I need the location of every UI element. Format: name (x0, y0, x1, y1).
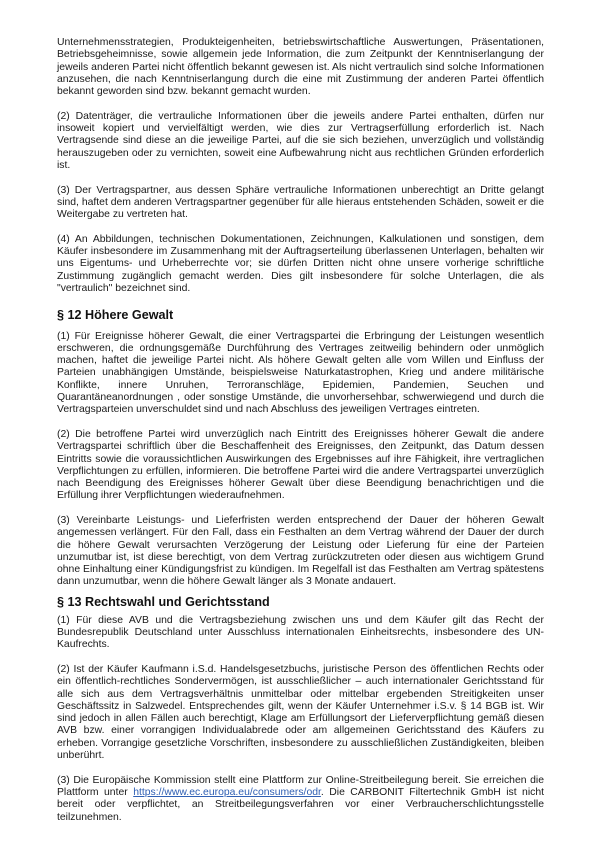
document-page (57, 37, 544, 836)
paragraph-force-majeure-1: (1) Für Ereignisse höherer Gewalt, die einer Vertragspartei die Erbringung der Leistungen wesentlich erschweren, die ordnungsgemäße Durchführung des Vertrages zeitweilig behindern oder unmöglich machen, haftet die jeweilige Partei nicht. Als höhere Gewalt gelten alle vom Willen und Einfluss der Parteien unabhängigen Umstände, beispielsweise Naturkatastrophen, Krieg und andere militärische Konflikte, innere Unruhen, Terroranschläge, Epidemien, Pandemien, Seuchen und Quarantäneanordnungen , oder sonstige Umstände, die unvorhersehbar, schwerwiegend und durch die Vertragsparteien unverschuldet sind und nach Abschluss des jeweiligen Vertrages eintreten. (57, 330, 544, 416)
paragraph-force-majeure-3: (3) Vereinbarte Leistungs- und Lieferfristen werden entsprechend der Dauer der höheren Gewalt angemessen verlängert. Für den Fall, dass ein Festhalten an dem Vertrag während der Dauer der durch die höhere Gewalt verursachten Verzögerung der Leistung oder Lieferung für eine der Parteien unzumutbar ist, ist diese berechtigt, von dem Vertrag zurückzutreten oder diesen aus wichtigem Grund ohne Einhaltung einer Kündigungsfrist zu kündigen. Im Regelfall ist das Festhalten am Vertrag spätestens dann unzumutbar, wenn die höhere Gewalt länger als 3 Monate andauert. (57, 514, 544, 588)
paragraph-online-dispute-resolution (57, 775, 544, 824)
paragraph-jurisdiction: (2) Ist der Käufer Kaufmann i.S.d. Handelsgesetzbuchs, juristische Person des öffentlichen Rechts oder ein öffentlich-rechtliches Sondervermögen, ist ausschließlicher – auch internationaler Gerichtsstand für alle sich aus dem Vertragsverhältnis unmittelbar oder mittelbar ergebenden Streitigkeiten unser Geschäftssitz in Salzwedel. Entsprechendes gilt, wenn der Käufer Unternehmer i.S.v. § 14 BGB ist. Wir sind jedoch in allen Fällen auch berechtigt, Klage am Erfüllungsort der Lieferverpflichtung gemäß diesen AVB bzw. einer vorrangigen Individualabrede oder am allgemeinen Gerichtsstand des Käufers zu erheben. Vorrangige gesetzliche Vorschriften, insbesondere zu ausschließlichen Zuständigkeiten, bleiben unberührt. (57, 663, 544, 762)
section-12-heading: § 12 Höhere Gewalt (57, 307, 174, 322)
paragraph-confidential-definition: Unternehmensstrategien, Produkteigenheiten, betriebswirtschaftliche Auswertungen, Präsentationen, Betriebsgeheimnisse, sowie allgemein jede Information, die zum Zeitpunkt der Kenntniserlangung der jeweils anderen Partei nicht öffentlich bekannt gewesen ist. Als nicht vertraulich sind solche Informationen anzusehen, die nach Kenntniserlangung durch die eine mit Zustimmung der anderen Partei öffentlich bekannt geworden sind bzw. bekannt gemacht wurden. (57, 37, 544, 98)
paragraph-copyright-documents: (4) An Abbildungen, technischen Dokumentationen, Zeichnungen, Kalkulationen und sonstigen, dem Käufer insbesondere im Zusammenhang mit der Auftragserteilung überlassenen Unterlagen, behalten wir uns Eigentums- und Urheberrechte vor; sie dürfen Dritten nicht ohne unsere vorherige schriftliche Zustimmung zugänglich gemacht werden. Dies gilt insbesondere für solche Unterlagen, die als "vertraulich" bezeichnet sind. (57, 233, 544, 294)
odr-text-before-link: (3) Die Europäische Kommission stellt eine Plattform zur Online-Streitbeilegung bereit. Sie erreichen die Plattform unter (57, 774, 544, 798)
paragraph-liability-disclosure: (3) Der Vertragspartner, aus dessen Sphäre vertrauliche Informationen unberechtigt an Dritte gelangt sind, haftet dem anderen Vertragspartner gegenüber für alle hieraus entstehenden Schäden, soweit er die Weitergabe zu vertreten hat. (57, 184, 544, 221)
odr-text-after-link: . Die CARBONIT Filtertechnik GmbH ist nicht bereit oder verpflichtet, an Streitbeilegungsverfahren vor einer Verbraucherschlichtungsstelle teilzunehmen. (57, 786, 545, 823)
section-13-heading: § 13 Rechtswahl und Gerichtsstand (57, 594, 270, 609)
paragraph-choice-of-law: (1) Für diese AVB und die Vertragsbeziehung zwischen uns und dem Käufer gilt das Recht der Bundesrepublik Deutschland unter Ausschluss internationalen Einheitsrechts, insbesondere des UN-Kaufrechts. (57, 614, 544, 651)
paragraph-data-carriers: (2) Datenträger, die vertrauliche Informationen über die jeweils andere Partei enthalten, dürfen nur insoweit kopiert und vervielfältigt werden, wie dies zur Vertragserfüllung erforderlich ist. Nach Vertragsende sind diese an die jeweilige Partei, auf die sie sich beziehen, unverzüglich und vollständig herauszugeben oder zu vernichten, soweit eine Aufbewahrung nicht aus rechtlichen Gründen erforderlich ist. (57, 110, 544, 171)
paragraph-force-majeure-2: (2) Die betroffene Partei wird unverzüglich nach Eintritt des Ereignisses höherer Gewalt die andere Vertragspartei schriftlich über die Beschaffenheit des Ereignisses, den Zeitpunkt, das Datum dessen Eintritts sowie die voraussichtlichen Auswirkungen des Ergebnisses auf ihre Fähigkeit, ihre vertraglichen Verpflichtungen zu erfüllen, informieren. Die betroffene Partei wird die andere Vertragspartei unverzüglich nach Beendigung des Ereignisses höherer Gewalt über diese Beendigung benachrichtigen und die Erfüllung ihrer Verpflichtungen wiederaufnehmen. (57, 428, 544, 502)
odr-platform-link[interactable]: https://www.ec.europa.eu/consumers/odr (133, 786, 321, 798)
